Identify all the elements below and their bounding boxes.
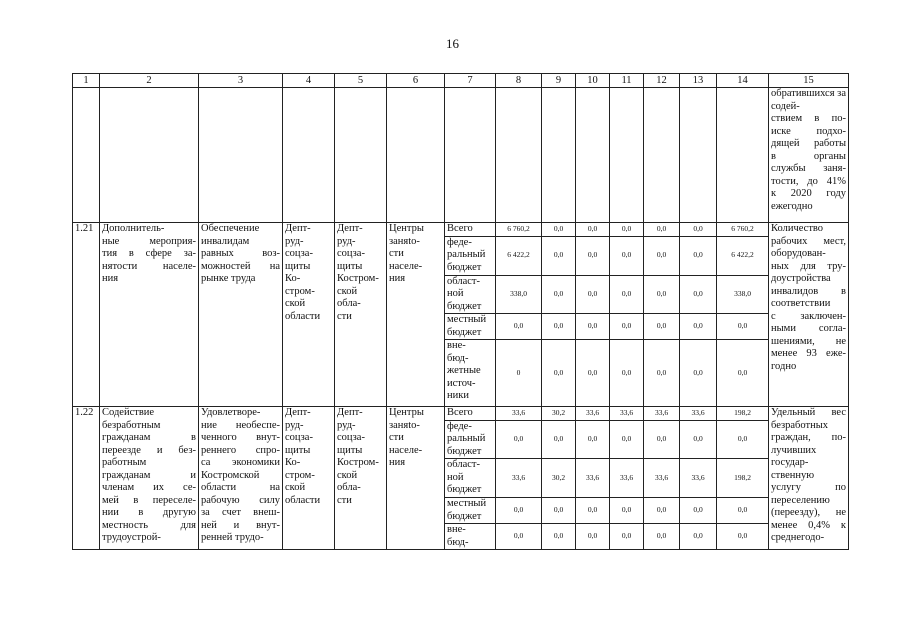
text-line: безработных xyxy=(771,419,829,431)
text-line: области xyxy=(285,310,321,322)
funding-value-9: 0,0 xyxy=(542,340,576,407)
funding-value-10: 0,0 xyxy=(576,314,610,340)
text-line: ния xyxy=(102,273,119,284)
column-number-14: 14 xyxy=(717,74,769,88)
funding-value-13: 0,0 xyxy=(680,223,717,237)
funding-value-13: 33,6 xyxy=(680,407,717,421)
text-line: заняto- xyxy=(389,419,420,431)
text-line: Удовлетворе- xyxy=(201,407,261,418)
text-line: сти xyxy=(337,494,352,506)
measure-goal xyxy=(199,407,283,550)
funding-source xyxy=(445,236,496,275)
text-line: граждан, по- xyxy=(771,432,846,443)
empty-cell xyxy=(576,88,610,223)
funding-value-9: 0,0 xyxy=(542,236,576,275)
funding-value-8: 0,0 xyxy=(496,498,542,524)
text-line: нятости населе- xyxy=(102,260,196,272)
row121-source-row xyxy=(73,223,849,237)
funding-value-10: 0,0 xyxy=(576,498,610,524)
participants xyxy=(387,407,445,550)
funding-value-10: 0,0 xyxy=(576,223,610,237)
text-line: рабочую силу xyxy=(201,494,280,506)
text-line: бюд- xyxy=(447,352,469,364)
text-line: в органы xyxy=(771,150,846,162)
cell-text xyxy=(447,276,493,314)
text-line: жетные xyxy=(447,365,481,376)
funding-value-12: 33,6 xyxy=(644,407,680,421)
empty-cell xyxy=(100,88,199,223)
text-line: местный xyxy=(447,314,487,325)
cell-text xyxy=(389,407,442,470)
funding-value-12: 0,0 xyxy=(644,223,680,237)
text-line: Депт- xyxy=(337,407,363,418)
result-indicator-cell xyxy=(769,88,849,223)
text-line: соцза- xyxy=(337,248,365,259)
text-line: заняto- xyxy=(389,235,420,247)
text-line: щиты xyxy=(285,260,311,272)
text-line: ствием в по- xyxy=(771,113,846,124)
cell-text xyxy=(447,459,493,497)
text-line: ской xyxy=(285,482,306,493)
measure-name xyxy=(100,407,199,550)
funding-value-11: 0,0 xyxy=(610,420,644,459)
column-number-13: 13 xyxy=(680,74,717,88)
text-line: Костромской xyxy=(201,469,260,481)
measure-number: 1.21 xyxy=(73,223,100,407)
funding-value-14: 6 760,2 xyxy=(717,223,769,237)
text-line: руд- xyxy=(285,235,304,247)
text-line: населе- xyxy=(389,260,423,272)
text-line: государ- xyxy=(771,457,809,468)
text-line: Ко- xyxy=(285,273,301,284)
text-line: местность для xyxy=(102,519,196,531)
column-number-11: 11 xyxy=(610,74,644,88)
co-executor xyxy=(335,407,387,550)
header-row xyxy=(73,74,849,88)
text-line: Всего xyxy=(447,223,473,234)
funding-value-14: 0,0 xyxy=(717,340,769,407)
funding-value-9: 0,0 xyxy=(542,420,576,459)
text-line: обла- xyxy=(337,298,361,309)
cell-text xyxy=(447,498,493,523)
funding-value-9: 0,0 xyxy=(542,524,576,550)
text-line: соцза- xyxy=(285,248,313,259)
responsible-executor xyxy=(283,407,335,550)
funding-value-8: 338,0 xyxy=(496,275,542,314)
funding-value-9: 0,0 xyxy=(542,498,576,524)
funding-value-14: 0,0 xyxy=(717,524,769,550)
funding-value-8: 0,0 xyxy=(496,420,542,459)
funding-value-9: 0,0 xyxy=(542,223,576,237)
funding-value-9: 30,2 xyxy=(542,407,576,421)
text-line: ной xyxy=(447,288,464,299)
cell-text xyxy=(771,223,846,373)
text-line: бюджет xyxy=(447,510,482,522)
text-line: бюджет xyxy=(447,326,482,338)
text-line: щиты xyxy=(285,444,311,456)
text-line: руд- xyxy=(337,235,356,247)
funding-value-13: 0,0 xyxy=(680,275,717,314)
continuation-row xyxy=(73,88,849,223)
text-line: ния xyxy=(389,273,406,284)
text-line: гражданам и xyxy=(102,469,196,481)
column-number-10: 10 xyxy=(576,74,610,88)
funding-value-14: 338,0 xyxy=(717,275,769,314)
funding-value-10: 33,6 xyxy=(576,407,610,421)
funding-source xyxy=(445,459,496,498)
text-line: среднегодо- xyxy=(771,532,825,543)
text-line: обла- xyxy=(337,482,361,493)
column-number-2: 2 xyxy=(100,74,199,88)
text-line: Депт- xyxy=(285,223,311,234)
column-number-5: 5 xyxy=(335,74,387,88)
funding-source xyxy=(445,275,496,314)
column-number-8: 8 xyxy=(496,74,542,88)
cell-text xyxy=(102,407,196,545)
empty-cell xyxy=(496,88,542,223)
row122-source-row xyxy=(73,407,849,421)
program-table xyxy=(72,73,849,550)
text-line: ния xyxy=(389,457,406,468)
cell-text xyxy=(389,223,442,286)
cell-text xyxy=(285,223,332,323)
column-number-6: 6 xyxy=(387,74,445,88)
column-number-15: 15 xyxy=(769,74,849,88)
funding-value-9: 30,2 xyxy=(542,459,576,498)
text-line: бюд- xyxy=(447,536,469,548)
text-line: соцза- xyxy=(337,432,365,443)
text-line: Депт- xyxy=(285,407,311,418)
text-line: нии в другую xyxy=(102,507,196,518)
empty-cell xyxy=(283,88,335,223)
text-line: Центры xyxy=(389,407,424,418)
text-line: вне- xyxy=(447,524,466,535)
result-indicator xyxy=(769,407,849,550)
text-line: ральный xyxy=(447,433,486,444)
funding-source xyxy=(445,340,496,407)
funding-source xyxy=(445,223,496,237)
text-line: ной xyxy=(447,471,464,483)
text-line: Костром- xyxy=(337,457,379,468)
funding-source xyxy=(445,407,496,421)
text-line: мей в переселе- xyxy=(102,494,196,506)
funding-value-13: 0,0 xyxy=(680,524,717,550)
text-line: Дополнитель- xyxy=(102,223,165,234)
column-number-1: 1 xyxy=(73,74,100,88)
cell-text xyxy=(447,223,493,236)
text-line: феде- xyxy=(447,420,472,432)
page-number: 16 xyxy=(446,36,459,51)
cell-text xyxy=(771,88,846,213)
text-line: Всего xyxy=(447,407,473,418)
funding-value-11: 0,0 xyxy=(610,275,644,314)
funding-value-11: 0,0 xyxy=(610,340,644,407)
column-number-9: 9 xyxy=(542,74,576,88)
text-line: можностей на xyxy=(201,260,280,272)
text-line: ральный xyxy=(447,249,486,260)
text-line: феде- xyxy=(447,236,472,248)
text-line: бюджет xyxy=(447,300,482,312)
text-line: менее 93 еже- xyxy=(771,348,846,359)
text-line: вне- xyxy=(447,340,466,351)
funding-value-12: 0,0 xyxy=(644,420,680,459)
text-line: службы заня- xyxy=(771,163,846,174)
funding-value-10: 0,0 xyxy=(576,340,610,407)
text-line: са экономики xyxy=(201,457,280,468)
text-line: област- xyxy=(447,459,480,470)
text-line: работным xyxy=(102,457,147,468)
text-line: тости, до 41% xyxy=(771,175,846,187)
text-line: ные мероприя- xyxy=(102,235,196,247)
text-line: бюджет xyxy=(447,484,482,495)
text-line: стром- xyxy=(285,469,315,481)
text-line: инвалидов в xyxy=(771,285,846,297)
text-line: Удельный вес xyxy=(771,407,846,418)
funding-value-10: 0,0 xyxy=(576,275,610,314)
funding-value-13: 0,0 xyxy=(680,340,717,407)
participants xyxy=(387,223,445,407)
text-line: рабочих мест, xyxy=(771,235,846,247)
text-line: членам их се- xyxy=(102,482,196,493)
empty-cell xyxy=(335,88,387,223)
text-line: населе- xyxy=(389,444,423,456)
funding-value-14: 198,2 xyxy=(717,407,769,421)
measure-name xyxy=(100,223,199,407)
funding-value-10: 0,0 xyxy=(576,524,610,550)
funding-value-13: 0,0 xyxy=(680,314,717,340)
text-line: сти xyxy=(337,310,352,322)
text-line: бюджет xyxy=(447,261,482,273)
text-line: Количество xyxy=(771,223,824,234)
column-number-7: 7 xyxy=(445,74,496,88)
empty-cell xyxy=(680,88,717,223)
funding-value-13: 0,0 xyxy=(680,420,717,459)
funding-value-11: 33,6 xyxy=(610,459,644,498)
text-line: реннего спро- xyxy=(201,444,280,456)
text-line: ежегодно xyxy=(771,200,813,212)
text-line: доустройства xyxy=(771,273,831,284)
text-line: услугу по xyxy=(771,482,846,493)
funding-value-13: 33,6 xyxy=(680,459,717,498)
text-line: лучивших xyxy=(771,444,817,456)
funding-value-11: 0,0 xyxy=(610,314,644,340)
text-line: бюджет xyxy=(447,445,482,457)
funding-source xyxy=(445,314,496,340)
text-line: тия в сфере за- xyxy=(102,248,196,259)
funding-value-8: 0 xyxy=(496,340,542,407)
funding-value-8: 33,6 xyxy=(496,459,542,498)
funding-value-8: 6 422,2 xyxy=(496,236,542,275)
funding-value-12: 0,0 xyxy=(644,498,680,524)
funding-value-8: 0,0 xyxy=(496,314,542,340)
cell-text xyxy=(337,407,384,507)
empty-cell xyxy=(717,88,769,223)
funding-value-12: 0,0 xyxy=(644,314,680,340)
text-line: сти xyxy=(389,432,404,443)
text-line: щиты xyxy=(337,260,363,272)
text-line: переезде и без- xyxy=(102,444,196,456)
cell-text xyxy=(447,524,493,549)
text-line: руд- xyxy=(285,419,304,431)
text-line: шениями, не xyxy=(771,335,846,347)
funding-value-14: 0,0 xyxy=(717,498,769,524)
text-line: дящей работы xyxy=(771,138,846,149)
cell-text xyxy=(447,421,493,459)
text-line: равных воз- xyxy=(201,248,280,259)
result-indicator xyxy=(769,223,849,407)
funding-value-13: 0,0 xyxy=(680,498,717,524)
empty-cell xyxy=(387,88,445,223)
text-line: ние необеспе- xyxy=(201,419,280,431)
empty-cell xyxy=(542,88,576,223)
text-line: стром- xyxy=(285,285,315,297)
empty-cell xyxy=(644,88,680,223)
funding-value-8: 0,0 xyxy=(496,524,542,550)
funding-source xyxy=(445,498,496,524)
empty-cell xyxy=(73,88,100,223)
funding-value-12: 0,0 xyxy=(644,524,680,550)
text-line: обратившихся за содей- xyxy=(771,88,846,112)
cell-text xyxy=(201,407,280,545)
funding-value-11: 0,0 xyxy=(610,498,644,524)
cell-text xyxy=(285,407,332,507)
funding-value-14: 198,2 xyxy=(717,459,769,498)
measure-goal xyxy=(199,223,283,407)
funding-value-10: 0,0 xyxy=(576,236,610,275)
text-line: Ко- xyxy=(285,457,301,468)
funding-value-14: 6 422,2 xyxy=(717,236,769,275)
text-line: к 2020 году xyxy=(771,188,846,199)
funding-source xyxy=(445,524,496,550)
text-line: области на xyxy=(201,482,280,493)
text-line: источ- xyxy=(447,377,476,389)
text-line: ственную xyxy=(771,469,815,481)
text-line: ных для тру- xyxy=(771,260,846,272)
funding-value-11: 33,6 xyxy=(610,407,644,421)
measure-number: 1.22 xyxy=(73,407,100,550)
text-line: Костром- xyxy=(337,273,379,284)
funding-value-9: 0,0 xyxy=(542,314,576,340)
text-line: области xyxy=(285,494,321,506)
text-line: (переезду), не xyxy=(771,507,846,518)
cell-text xyxy=(447,314,493,339)
text-line: безработным xyxy=(102,419,161,431)
empty-cell xyxy=(445,88,496,223)
funding-value-9: 0,0 xyxy=(542,275,576,314)
column-number-3: 3 xyxy=(199,74,283,88)
text-line: рынке труда xyxy=(201,273,256,284)
funding-value-10: 0,0 xyxy=(576,420,610,459)
text-line: оборудован- xyxy=(771,248,826,259)
funding-value-12: 33,6 xyxy=(644,459,680,498)
text-line: инвалидам xyxy=(201,235,250,247)
text-line: гражданам в xyxy=(102,432,196,443)
text-line: ники xyxy=(447,390,469,401)
funding-value-14: 0,0 xyxy=(717,314,769,340)
responsible-executor xyxy=(283,223,335,407)
text-line: менее 0,4% к xyxy=(771,519,846,531)
column-number-12: 12 xyxy=(644,74,680,88)
text-line: ской xyxy=(337,469,358,481)
funding-value-13: 0,0 xyxy=(680,236,717,275)
funding-value-14: 0,0 xyxy=(717,420,769,459)
cell-text xyxy=(337,223,384,323)
empty-cell xyxy=(610,88,644,223)
empty-cell xyxy=(199,88,283,223)
text-line: годно xyxy=(771,360,797,372)
text-line: Обеспечение xyxy=(201,223,260,234)
text-line: за счет внеш- xyxy=(201,507,280,518)
text-line: ской xyxy=(285,298,306,309)
text-line: Депт- xyxy=(337,223,363,234)
text-line: област- xyxy=(447,275,480,287)
text-line: соответствии xyxy=(771,298,831,309)
text-line: иске подхо- xyxy=(771,125,846,137)
text-line: руд- xyxy=(337,419,356,431)
cell-text xyxy=(447,340,493,403)
text-line: ными согла- xyxy=(771,323,846,334)
funding-value-12: 0,0 xyxy=(644,340,680,407)
text-line: Содействие xyxy=(102,407,155,418)
text-line: трудоустрой- xyxy=(102,532,161,543)
cell-text xyxy=(447,407,493,420)
text-line: ской xyxy=(337,285,358,297)
funding-value-11: 0,0 xyxy=(610,223,644,237)
funding-source xyxy=(445,420,496,459)
text-line: с заключен- xyxy=(771,310,846,322)
text-line: местный xyxy=(447,498,487,509)
funding-value-8: 6 760,2 xyxy=(496,223,542,237)
text-line: ченного внут- xyxy=(201,432,280,443)
cell-text xyxy=(102,223,196,286)
text-line: Центры xyxy=(389,223,424,234)
funding-value-11: 0,0 xyxy=(610,524,644,550)
funding-value-12: 0,0 xyxy=(644,236,680,275)
co-executor xyxy=(335,223,387,407)
text-line: ней и внут- xyxy=(201,519,280,531)
cell-text xyxy=(447,237,493,275)
funding-value-8: 33,6 xyxy=(496,407,542,421)
text-line: щиты xyxy=(337,444,363,456)
text-line: соцза- xyxy=(285,432,313,443)
funding-value-12: 0,0 xyxy=(644,275,680,314)
cell-text xyxy=(201,223,280,286)
text-line: переселению xyxy=(771,494,830,506)
funding-value-10: 33,6 xyxy=(576,459,610,498)
funding-value-11: 0,0 xyxy=(610,236,644,275)
cell-text xyxy=(771,407,846,545)
text-line: ренней трудо- xyxy=(201,532,264,543)
column-number-4: 4 xyxy=(283,74,335,88)
text-line: сти xyxy=(389,248,404,259)
